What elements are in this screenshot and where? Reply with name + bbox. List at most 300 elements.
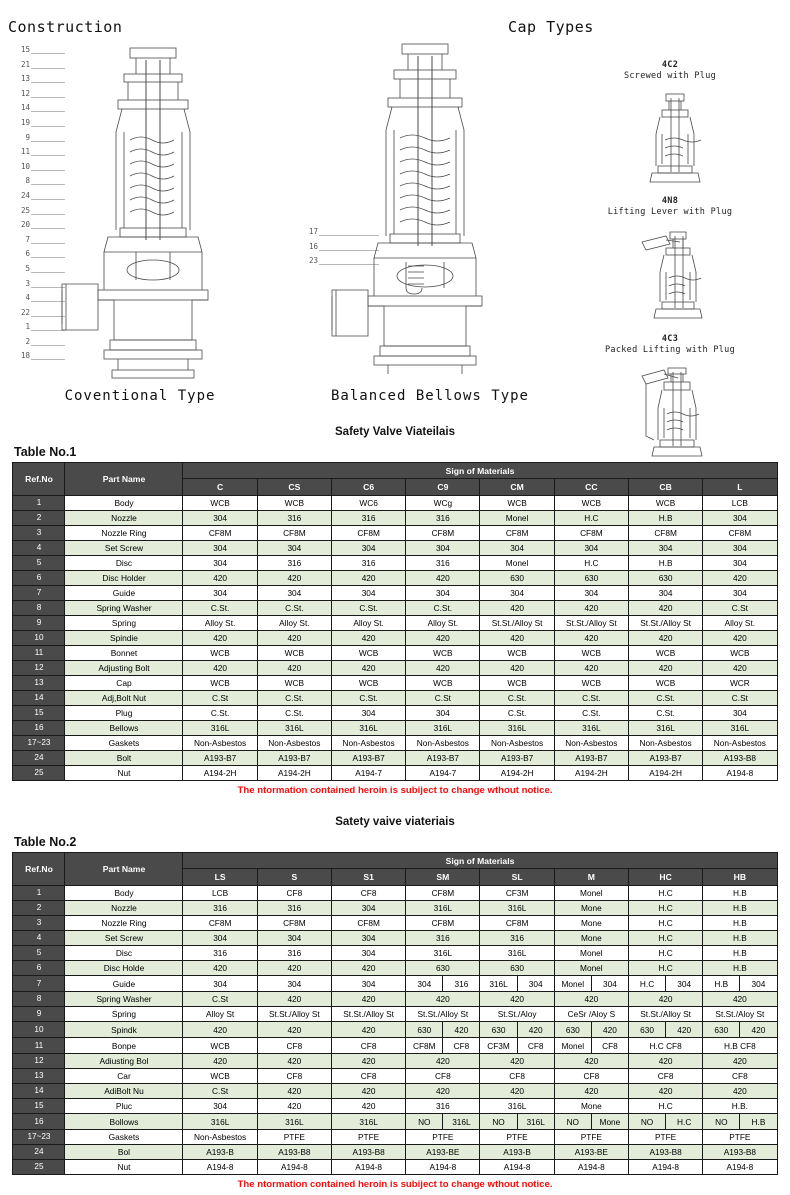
table2-subcell: NO — [492, 1116, 505, 1127]
table2-cell: PTFE — [406, 1130, 480, 1145]
table2-cell: CF8 — [480, 1069, 554, 1084]
table1-cell: C.St. — [257, 691, 331, 706]
table2-cell: 420 — [257, 1022, 331, 1038]
table2-cell: 420 — [628, 1054, 702, 1069]
table1-cell: CF8M — [331, 526, 405, 541]
table2-cell: 316L — [480, 901, 554, 916]
table2-cell: H.B — [703, 931, 777, 946]
table2-subcell: 630 — [565, 1024, 580, 1035]
table2-cell: Mone — [554, 1099, 628, 1114]
table1-cell: WCB — [257, 676, 331, 691]
caption-balanced-bellows-type: Balanced Bellows Type — [330, 388, 529, 404]
table1-notice: The ntormation contained heroin is subiject to change wthout notice. — [237, 785, 553, 796]
table1-cell: Non-Asbestos — [628, 736, 702, 751]
table1-ref-no: 10 — [13, 631, 65, 646]
table2-section — [0, 816, 790, 1190]
table1-cell: H.B — [628, 556, 702, 571]
table2-column-header-sl: SL — [480, 869, 554, 886]
table2-cell: H.B. — [703, 1099, 777, 1114]
table1-cell: A193-B7 — [628, 751, 702, 766]
table1-column-header-cs: CS — [257, 479, 331, 496]
table2-subcell: 420 — [517, 1022, 554, 1037]
table2-cell: CF8 — [331, 886, 405, 901]
table1-cell: 316 — [331, 556, 405, 571]
table1-cell: C.St. — [331, 601, 405, 616]
table2-cell: PTFE — [480, 1130, 554, 1145]
table2-cell: LCB — [183, 886, 257, 901]
table-row — [13, 1099, 777, 1114]
table1-cell: WCB — [406, 646, 480, 661]
table1-part-name: Adjusting Bolt — [65, 661, 183, 676]
table1-cell: H.B — [628, 511, 702, 526]
table1-cell: 304 — [406, 586, 480, 601]
table2-cell: H.C — [628, 901, 702, 916]
table1-cell: 316L — [331, 721, 405, 736]
table1-cell: Monel — [480, 556, 554, 571]
table2-part-name: Spindk — [65, 1022, 183, 1038]
table2-ref-no: 10 — [13, 1022, 65, 1038]
table1-cell: Non-Asbestos — [406, 736, 480, 751]
table-row — [13, 646, 777, 661]
callout-25: 25 — [8, 207, 30, 222]
table2-cell — [480, 1038, 554, 1054]
callout-numbers-conventional — [8, 46, 30, 367]
table2-cell: A194-8 — [183, 1160, 257, 1175]
callout-numbers-bellows — [296, 228, 318, 272]
table2-ref-no: 13 — [13, 1069, 65, 1084]
table2-cell: PTFE — [257, 1130, 331, 1145]
table2-cell: C.St — [183, 992, 257, 1007]
table-row — [13, 751, 777, 766]
table1-cell: WCB — [406, 676, 480, 691]
table1-cell: 304 — [183, 586, 257, 601]
table2-subcell: H.C — [639, 978, 655, 989]
callout-19: 19 — [8, 119, 30, 134]
table1-header-partname: Part Name — [65, 463, 183, 496]
table2-cell — [703, 1114, 777, 1130]
table2-header-refno: Ref.No — [13, 853, 65, 886]
table1-ref-no: 14 — [13, 691, 65, 706]
callout-14: 14 — [8, 104, 30, 119]
table-row — [13, 691, 777, 706]
table2-cell: 630 — [480, 961, 554, 976]
table2-cell — [480, 976, 554, 992]
table2-cell: 420 — [257, 1084, 331, 1099]
table2-part-name: Adiusting Bol — [65, 1054, 183, 1069]
table1-cell: C.St. — [480, 706, 554, 721]
table2-cell: CF8M — [257, 916, 331, 931]
table1-cell: 420 — [628, 631, 702, 646]
table2-ref-no: 16 — [13, 1114, 65, 1130]
table-row — [13, 901, 777, 916]
table-row — [13, 976, 777, 992]
cap-type-code: 4C3 — [661, 334, 679, 344]
table2-cell — [703, 976, 777, 992]
table1-cell: A193-B8 — [703, 751, 777, 766]
table2-subcell: H.B — [739, 1114, 776, 1129]
table1-cell: C.St. — [628, 691, 702, 706]
table2-cell: CF8M — [331, 916, 405, 931]
table1-cell: WCB — [183, 496, 257, 511]
table1-cell: 304 — [703, 586, 777, 601]
table1-cell: WCB — [554, 676, 628, 691]
table1-cell: A194-2H — [554, 766, 628, 781]
table2-part-name: Nozzle Ring — [65, 916, 183, 931]
table2-cell: 304 — [331, 931, 405, 946]
table1-part-name: Spindie — [65, 631, 183, 646]
table2-cell: 316 — [183, 946, 257, 961]
table1-title: Safety Valve Viateilais — [335, 426, 455, 438]
table2-ref-no: 3 — [13, 916, 65, 931]
table2-cell: 420 — [257, 1099, 331, 1114]
table1-part-name: Disc — [65, 556, 183, 571]
table2-subcell: NO — [566, 1116, 580, 1127]
table1-column-header-l: L — [703, 479, 777, 496]
table2-subcell: 420 — [665, 1022, 702, 1037]
table1-part-name: Guide — [65, 586, 183, 601]
table2-cell: CF8 — [331, 1069, 405, 1084]
caption-conventional-type: Coventional Type — [64, 388, 216, 404]
table1-cell: A194-7 — [406, 766, 480, 781]
table1-cell: C.St. — [331, 691, 405, 706]
table2-cell: 316L — [183, 1114, 257, 1130]
callout-23: 23 — [296, 257, 318, 272]
table1-header-refno: Ref.No — [13, 463, 65, 496]
table2-cell: A193-B8 — [628, 1145, 702, 1160]
table1-cell: 304 — [703, 556, 777, 571]
table2-cell: A194-8 — [480, 1160, 554, 1175]
table2-cell: 420 — [703, 992, 777, 1007]
table2-part-name: Gaskets — [65, 1130, 183, 1145]
callout-16: 16 — [296, 243, 318, 258]
table2-cell: 420 — [480, 1054, 554, 1069]
table2-cell: H.C CF8 — [628, 1038, 702, 1054]
table2-cell: CF8 — [331, 1038, 405, 1054]
table2-cell: Monel — [554, 946, 628, 961]
table1-cell: A193-B7 — [480, 751, 554, 766]
table1-column-header-c9: C9 — [406, 479, 480, 496]
table-row — [13, 721, 777, 736]
table1-cell: 316L — [406, 721, 480, 736]
table2-cell: 316L — [257, 1114, 331, 1130]
table2-column-header-s: S — [257, 869, 331, 886]
table2-ref-no: 15 — [13, 1099, 65, 1114]
table1-part-name: Nozzle — [65, 511, 183, 526]
table2-subcell: CF3M — [487, 1040, 510, 1051]
table1-cell: Monel — [480, 511, 554, 526]
table1-cell: C.St — [183, 691, 257, 706]
table2-cell: 316L — [480, 946, 554, 961]
table2-subcell: H.B — [714, 978, 729, 989]
table1-cell: A194-8 — [703, 766, 777, 781]
table1-cell: 420 — [554, 601, 628, 616]
table1-cell: A193-B7 — [257, 751, 331, 766]
table1-cell: St.St./Alloy St — [554, 616, 628, 631]
table2-column-header-m: M — [554, 869, 628, 886]
table1-column-header-cc: CC — [554, 479, 628, 496]
table2-part-name: Car — [65, 1069, 183, 1084]
table1-part-name: Bonnet — [65, 646, 183, 661]
callout-22: 22 — [8, 309, 30, 324]
table1-cell: 304 — [331, 706, 405, 721]
balanced-bellows-valve-drawing — [330, 40, 520, 380]
table1-part-name: Gaskets — [65, 736, 183, 751]
table2-cell: Alloy St — [183, 1007, 257, 1022]
cap-types-heading: Cap Types — [508, 18, 594, 36]
table2-cell: 420 — [406, 992, 480, 1007]
table2-ref-no: 12 — [13, 1054, 65, 1069]
table2-part-name: Pluc — [65, 1099, 183, 1114]
table1-cell: 420 — [628, 601, 702, 616]
construction-heading: Construction — [8, 18, 123, 36]
table-row — [13, 992, 777, 1007]
table2-cell: 304 — [331, 976, 405, 992]
table2-cell: Mone — [554, 931, 628, 946]
table1-cell: Non-Asbestos — [183, 736, 257, 751]
table1-part-name: Nut — [65, 766, 183, 781]
table1-cell: Non-Asbestos — [331, 736, 405, 751]
table2-part-name: Nut — [65, 1160, 183, 1175]
table2-cell — [406, 976, 480, 992]
table2-cell: St.St./Alloy St — [257, 1007, 331, 1022]
table2-subcell: 316L — [489, 978, 508, 989]
table1-cell: WCB — [628, 676, 702, 691]
table1-cell: WCB — [703, 646, 777, 661]
table1-ref-no: 13 — [13, 676, 65, 691]
table2-cell: 420 — [554, 1084, 628, 1099]
table2-cell: 420 — [331, 992, 405, 1007]
table2-cell: H.B CF8 — [703, 1038, 777, 1054]
table1-cell: CF8M — [554, 526, 628, 541]
table-row — [13, 661, 777, 676]
table1-cell: St.St./Alloy St — [628, 616, 702, 631]
conventional-valve-drawing — [58, 40, 248, 380]
table1-cell: 304 — [554, 541, 628, 556]
table2-cell: A194-8 — [703, 1160, 777, 1175]
table1-cell: H.C — [554, 511, 628, 526]
callout-12: 12 — [8, 90, 30, 105]
table1-cell: 420 — [183, 631, 257, 646]
table1-ref-no: 3 — [13, 526, 65, 541]
table2-cell: 420 — [183, 961, 257, 976]
table1-cell: A193-B7 — [331, 751, 405, 766]
table1-cell: Non-Asbestos — [554, 736, 628, 751]
table1-cell: 630 — [554, 571, 628, 586]
table2-ref-no: 17~23 — [13, 1130, 65, 1145]
table-row — [13, 601, 777, 616]
table1-cell: C.St. — [257, 706, 331, 721]
table2-cell: 420 — [480, 1084, 554, 1099]
table2-ref-no: 25 — [13, 1160, 65, 1175]
table2-part-name: Set Screw — [65, 931, 183, 946]
table2-column-header-s1: S1 — [331, 869, 405, 886]
table2-part-name: Body — [65, 886, 183, 901]
table2-cell: 420 — [183, 1022, 257, 1038]
table2-cell: A193-B8 — [257, 1145, 331, 1160]
table2-subcell: 420 — [739, 1022, 776, 1037]
table2-cell: A193-B — [183, 1145, 257, 1160]
table2-ref-no: 5 — [13, 946, 65, 961]
table2-cell: CF8 — [257, 1038, 331, 1054]
table1-part-name: Bellows — [65, 721, 183, 736]
table2-ref-no: 1 — [13, 886, 65, 901]
table2-subcell: 630 — [491, 1024, 506, 1035]
table1-cell: WCB — [257, 496, 331, 511]
table2-cell: 630 — [406, 961, 480, 976]
table2-subcell: 304 — [517, 976, 554, 991]
table2-part-name: Disc Holde — [65, 961, 183, 976]
table-row — [13, 1022, 777, 1038]
materials-table-2 — [12, 852, 777, 1175]
table1-cell: C.St — [703, 601, 777, 616]
table2-ref-no: 9 — [13, 1007, 65, 1022]
callout-1: 1 — [8, 323, 30, 338]
table2-subcell: CF8M — [413, 1040, 436, 1051]
table1-cell: A193-B7 — [183, 751, 257, 766]
table1-cell: WCB — [257, 646, 331, 661]
callout-2: 2 — [8, 338, 30, 353]
table-row — [13, 1145, 777, 1160]
table2-cell: Mone — [554, 901, 628, 916]
table1-cell: 420 — [406, 661, 480, 676]
table1-part-name: Plug — [65, 706, 183, 721]
table2-cell: H.B — [703, 916, 777, 931]
table2-cell — [628, 1114, 702, 1130]
table1-cell: Non-Asbestos — [480, 736, 554, 751]
table1-ref-no: 15 — [13, 706, 65, 721]
table1-cell: A194-2H — [183, 766, 257, 781]
table2-cell: 316L — [480, 1099, 554, 1114]
table1-cell: A194-2H — [480, 766, 554, 781]
table1-cell: C.St. — [628, 706, 702, 721]
table2-part-name: Nozzle — [65, 901, 183, 916]
table1-part-name: Spring Washer — [65, 601, 183, 616]
table2-number: Table No.2 — [14, 835, 77, 849]
table1-cell: WCB — [628, 646, 702, 661]
cap-type-label-0 — [570, 60, 770, 83]
table2-cell: 316L — [406, 901, 480, 916]
table2-column-header-hb: HB — [703, 869, 777, 886]
table1-cell: WCB — [480, 676, 554, 691]
table2-header-sign: Sign of Materials — [183, 853, 777, 869]
table1-ref-no: 5 — [13, 556, 65, 571]
table-row — [13, 526, 777, 541]
table2-cell: PTFE — [628, 1130, 702, 1145]
table1-ref-no: 2 — [13, 511, 65, 526]
table1-cell: 316 — [406, 556, 480, 571]
table1-cell: 304 — [628, 586, 702, 601]
table1-ref-no: 9 — [13, 616, 65, 631]
table2-cell: CF8M — [406, 916, 480, 931]
table2-subcell: 304 — [665, 976, 702, 991]
table-row — [13, 931, 777, 946]
table2-cell: 316 — [183, 901, 257, 916]
table1-section — [0, 426, 790, 796]
cap-type-label-1 — [570, 196, 770, 219]
table1-cell: 304 — [257, 541, 331, 556]
table2-ref-no: 11 — [13, 1038, 65, 1054]
table2-cell: CF8 — [554, 1069, 628, 1084]
table1-ref-no: 11 — [13, 646, 65, 661]
table2-cell: A193-BE — [554, 1145, 628, 1160]
materials-table-1 — [12, 462, 777, 781]
table2-cell: 420 — [183, 1054, 257, 1069]
table1-cell: H.C — [554, 556, 628, 571]
table2-cell: 304 — [183, 1099, 257, 1114]
table2-subcell: Monel — [561, 978, 585, 989]
table-row — [13, 541, 777, 556]
table1-cell: 304 — [406, 706, 480, 721]
table1-cell: 304 — [183, 556, 257, 571]
table1-cell: Alloy St. — [406, 616, 480, 631]
table2-cell: A193-B8 — [331, 1145, 405, 1160]
table2-cell: CF8M — [480, 916, 554, 931]
table1-part-name: Spring — [65, 616, 183, 631]
table2-cell: 304 — [257, 931, 331, 946]
table1-cell: 304 — [406, 541, 480, 556]
table2-cell: A194-8 — [331, 1160, 405, 1175]
table2-ref-no: 8 — [13, 992, 65, 1007]
table1-cell: 420 — [703, 661, 777, 676]
callout-17: 17 — [296, 228, 318, 243]
table1-cell: CF8M — [183, 526, 257, 541]
table2-ref-no: 14 — [13, 1084, 65, 1099]
table2-cell: 420 — [703, 1054, 777, 1069]
cap-type-name: Screwed with Plug — [623, 71, 717, 82]
table2-cell: A193-B — [480, 1145, 554, 1160]
table1-cell: C.St — [406, 691, 480, 706]
cap-drawing-screwed-with-plug — [640, 92, 710, 184]
table1-ref-no: 12 — [13, 661, 65, 676]
callout-7: 7 — [8, 236, 30, 251]
table1-cell: Alloy St. — [331, 616, 405, 631]
callout-15: 15 — [8, 46, 30, 61]
table2-cell: 420 — [406, 1084, 480, 1099]
table1-cell: 420 — [183, 661, 257, 676]
table1-cell: 316 — [406, 511, 480, 526]
table2-cell: H.C — [628, 886, 702, 901]
table2-cell: H.B — [703, 901, 777, 916]
table1-cell: 630 — [628, 571, 702, 586]
table1-cell: 420 — [480, 601, 554, 616]
table1-cell: 316 — [257, 511, 331, 526]
table-row — [13, 706, 777, 721]
table-row — [13, 1130, 777, 1145]
table1-cell: 304 — [703, 541, 777, 556]
table1-cell: 316L — [628, 721, 702, 736]
table1-part-name: Cap — [65, 676, 183, 691]
table1-cell: 304 — [480, 541, 554, 556]
table2-cell: 420 — [331, 1084, 405, 1099]
table2-cell: St.St./Alloy St — [331, 1007, 405, 1022]
table1-cell: 420 — [480, 661, 554, 676]
table2-subcell: 316L — [517, 1114, 554, 1129]
table2-cell: PTFE — [554, 1130, 628, 1145]
table-row — [13, 676, 777, 691]
table2-cell — [406, 1022, 480, 1038]
table1-cell: WCB — [554, 646, 628, 661]
table2-cell: St.St./Aloy — [480, 1007, 554, 1022]
table1-cell: 420 — [480, 631, 554, 646]
cap-drawing-packed-lifting-with-plug — [640, 366, 720, 458]
table1-ref-no: 6 — [13, 571, 65, 586]
table2-subcell: Mone — [591, 1114, 628, 1129]
table1-cell: 420 — [703, 631, 777, 646]
table2-column-header-hc: HC — [628, 869, 702, 886]
table2-cell — [554, 1038, 628, 1054]
table2-cell: 316 — [257, 946, 331, 961]
table2-part-name: Spring — [65, 1007, 183, 1022]
